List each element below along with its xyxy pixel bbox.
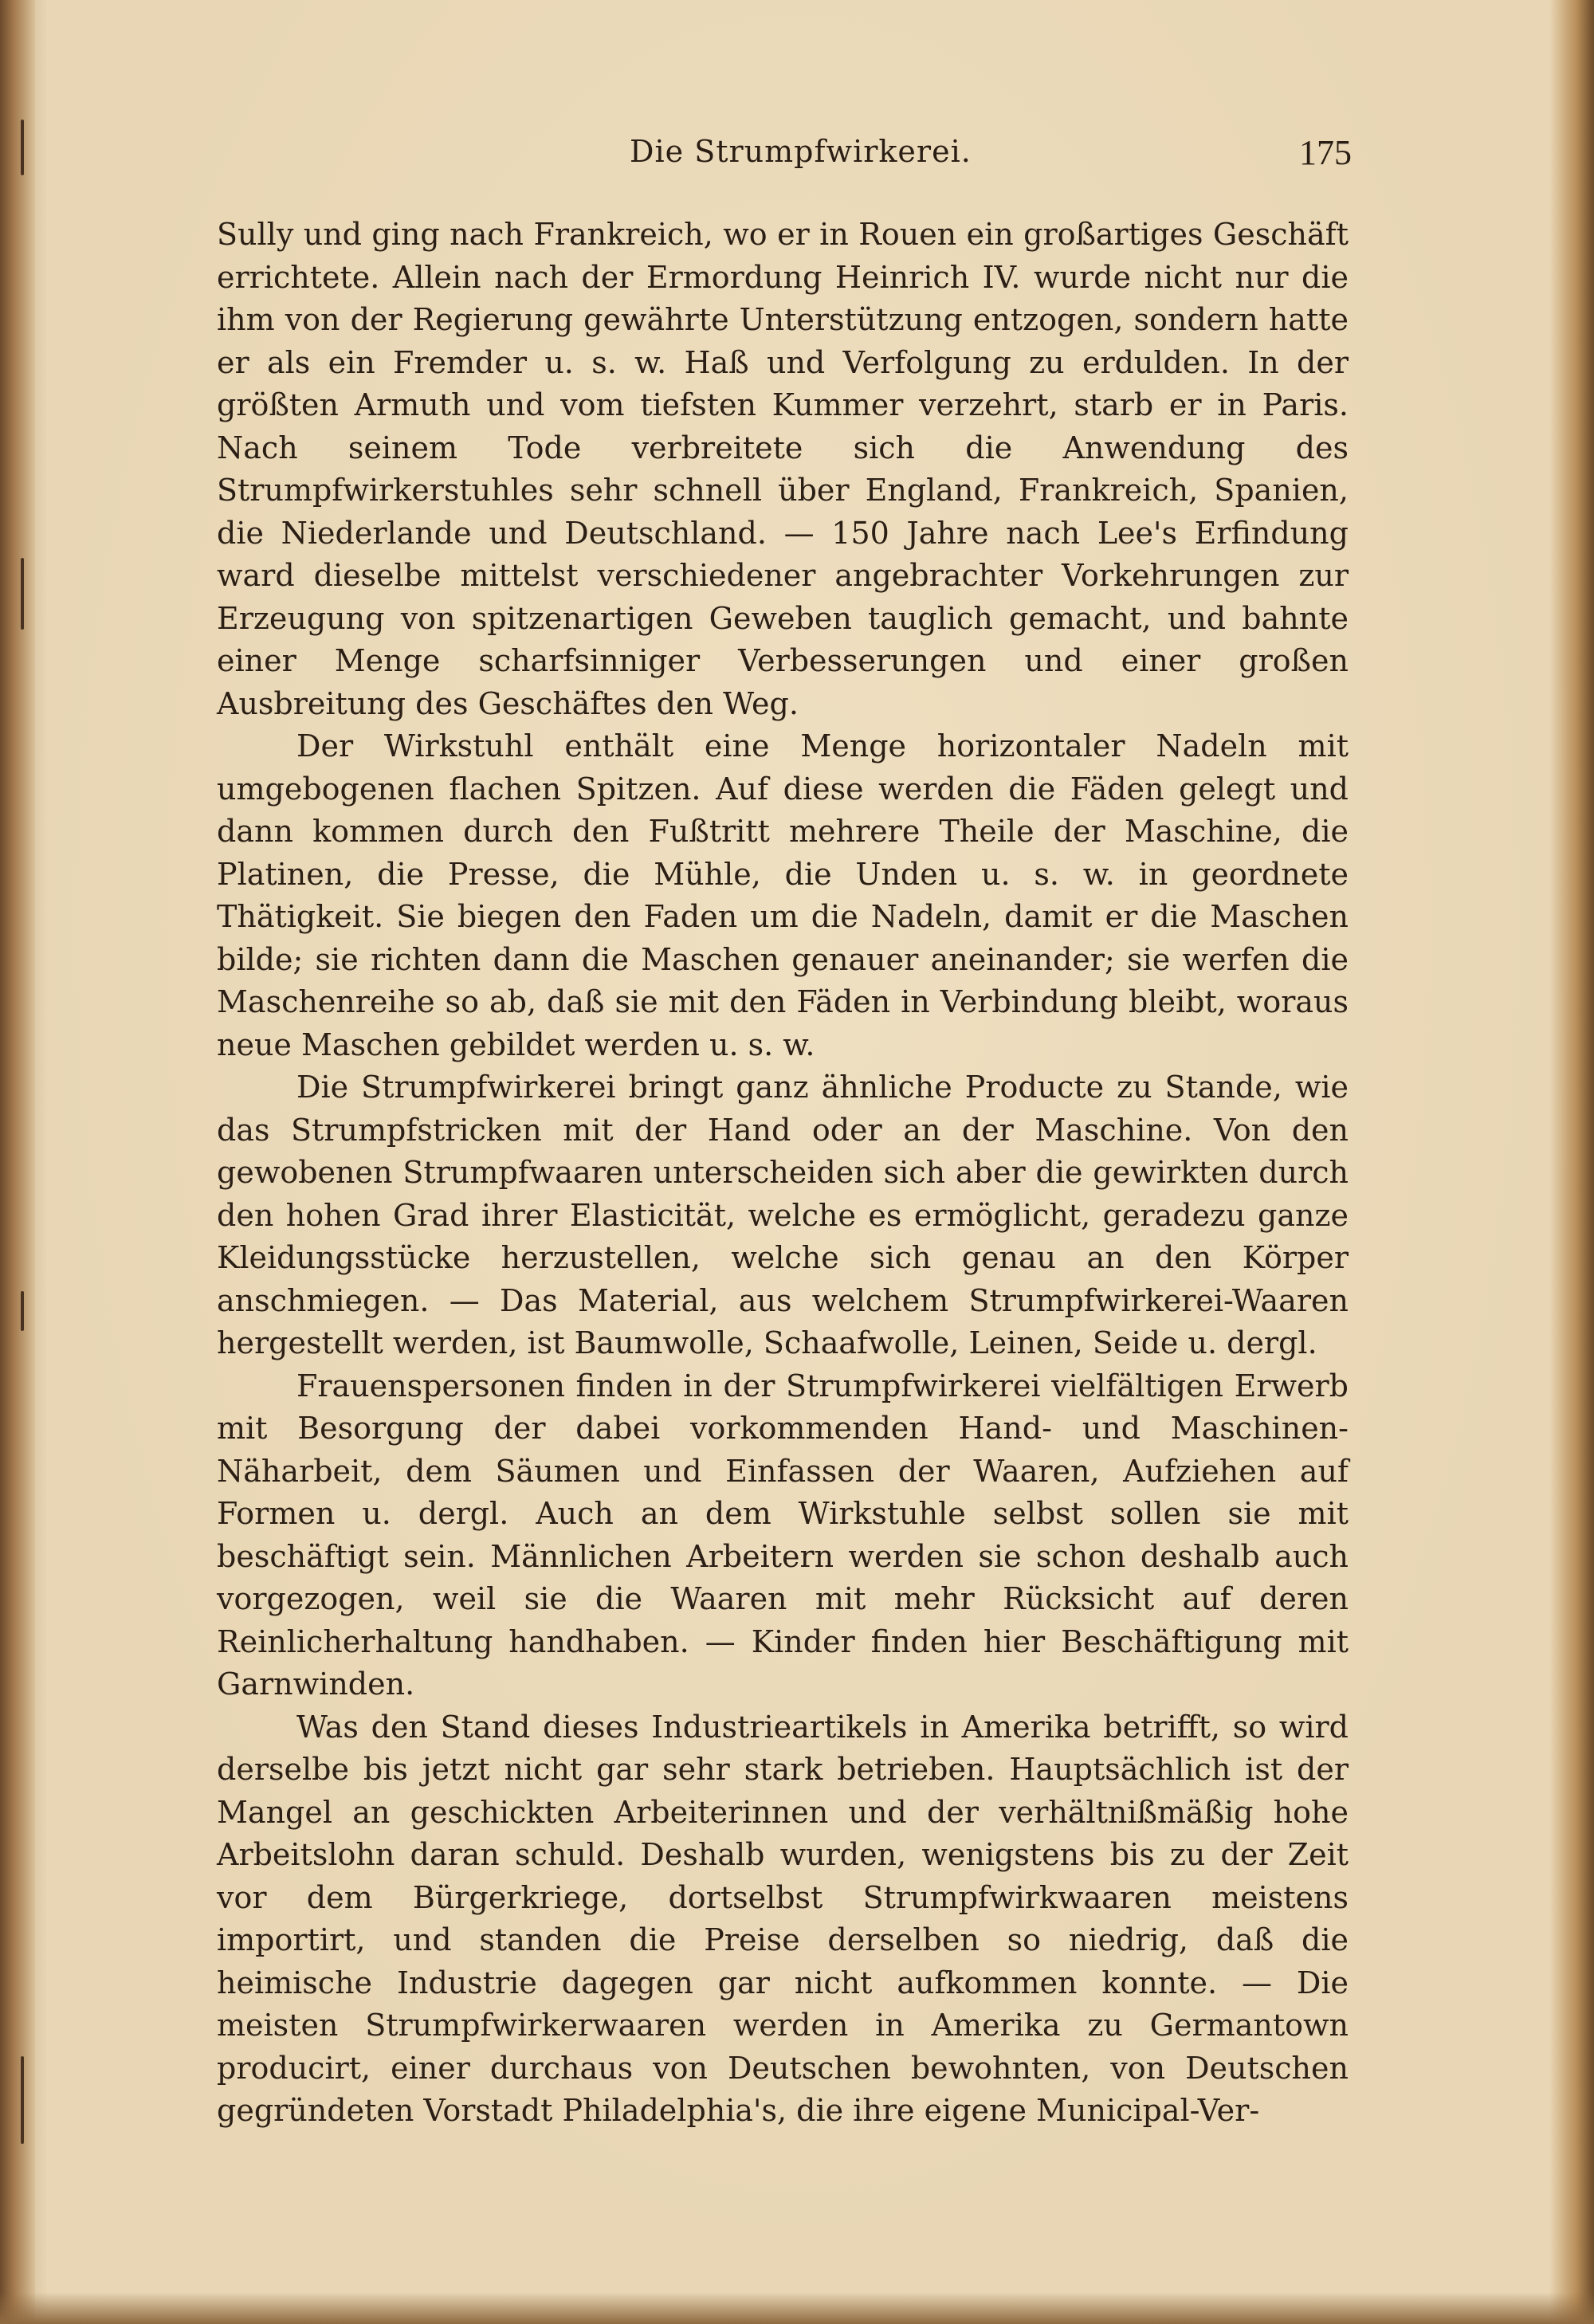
spine-mark [21,558,24,630]
paragraph: Sully und ging nach Frankreich, wo er in Rouen ein großartiges Geschäft errichtete. Allein nach der Ermordung Heinrich IV. wurde nicht nur die ihm von der Regierung gewährte Unterstützung entzogen, sondern hatte er als ein Fremder u. s. w. Haß und Verfolgung zu erdulden. In der größten Armuth und vom tiefsten Kummer verzehrt, starb er in Paris. Nach seinem Tode verbreitete sich die Anwendung des Strumpfwirkerstuhles sehr schnell über England, Frankreich, Spanien, die Niederlande und Deutschland. — 150 Jahre nach Lee's Erfindung ward dieselbe mittelst verschiedener angebrachter Vorkehrungen zur Erzeugung von spitzenartigen Geweben tauglich gemacht, und bahnte einer Menge scharfsinniger Verbesserungen und einer großen Ausbreitung des Geschäftes den Weg. [217,217,1349,721]
paragraph: Frauenspersonen finden in der Strumpfwirkerei vielfältigen Erwerb mit Besorgung der dabei vorkommenden Hand- und Maschinen-Näharbeit, dem Säumen und Einfassen der Waaren, Aufziehen auf Formen u. dergl. Auch an dem Wirkstuhle selbst sollen sie mit beschäftigt sein. Männlichen Arbeitern werden sie schon deshalb auch vorgezogen, weil sie die Waaren mit mehr Rücksicht auf deren Reinlicherhaltung handhaben. — Kinder finden hier Beschäftigung mit Garnwinden. [217,1368,1349,1702]
paragraph: Was den Stand dieses Industrieartikels in Amerika betrifft, so wird derselbe bis jetzt nicht gar sehr stark betrieben. Hauptsächlich ist der Mangel an geschickten Arbeiterinnen und der verhältnißmäßig hohe Arbeitslohn daran schuld. Deshalb wurden, wenigstens bis zu der Zeit vor dem Bürgerkriege, dortselbst Strumpfwirkwaaren meistens importirt, und standen die Preise derselben so niedrig, daß die heimische Industrie dagegen gar nicht aufkommen konnte. — Die meisten Strumpfwirkerwaaren werden in Amerika zu Germantown producirt, einer durchaus von Deutschen bewohnten, von Deutschen gegründeten Vorstadt Philadelphia's, die ihre eigene Municipal-Ver- [217,1709,1349,2128]
running-title: Die Strumpfwirkerei. [630,134,972,169]
spine-mark [21,1291,24,1331]
spine-mark [21,2056,24,2144]
book-spine-edge [0,0,35,2324]
spine-mark [21,120,24,175]
paragraph: Der Wirkstuhl enthält eine Menge horizontaler Nadeln mit umgebogenen flachen Spitzen. Auf diese werden die Fäden gelegt und dann kommen durch den Fußtritt mehrere Theile der Maschine, die Platinen, die Presse, die Mühle, die Unden u. s. w. in geordnete Thätigkeit. Sie biegen den Faden um die Nadeln, damit er die Maschen bilde; sie richten dann die Maschen genauer aneinander; sie werfen die Maschenreihe so ab, daß sie mit den Fäden in Verbindung bleibt, woraus neue Maschen gebildet werden u. s. w. [217,728,1349,1062]
paragraph: Die Strumpfwirkerei bringt ganz ähnliche Producte zu Stande, wie das Strumpfstricken mit der Hand oder an der Maschine. Von den gewobenen Strumpfwaaren unterscheiden sich aber die gewirkten durch den hohen Grad ihrer Elasticität, welche es ermöglicht, geradezu ganze Kleidungsstücke herzustellen, welche sich genau an den Körper anschmiegen. — Das Material, aus welchem Strumpfwirkerei-Waaren hergestellt werden, ist Baumwolle, Schaafwolle, Leinen, Seide u. dergl. [217,1070,1349,1360]
page-header [207,134,1352,190]
page-number: 175 [1299,133,1352,172]
page-bottom-edge [0,2292,1594,2324]
page-right-edge [1549,0,1594,2324]
body-text [217,214,1349,2133]
